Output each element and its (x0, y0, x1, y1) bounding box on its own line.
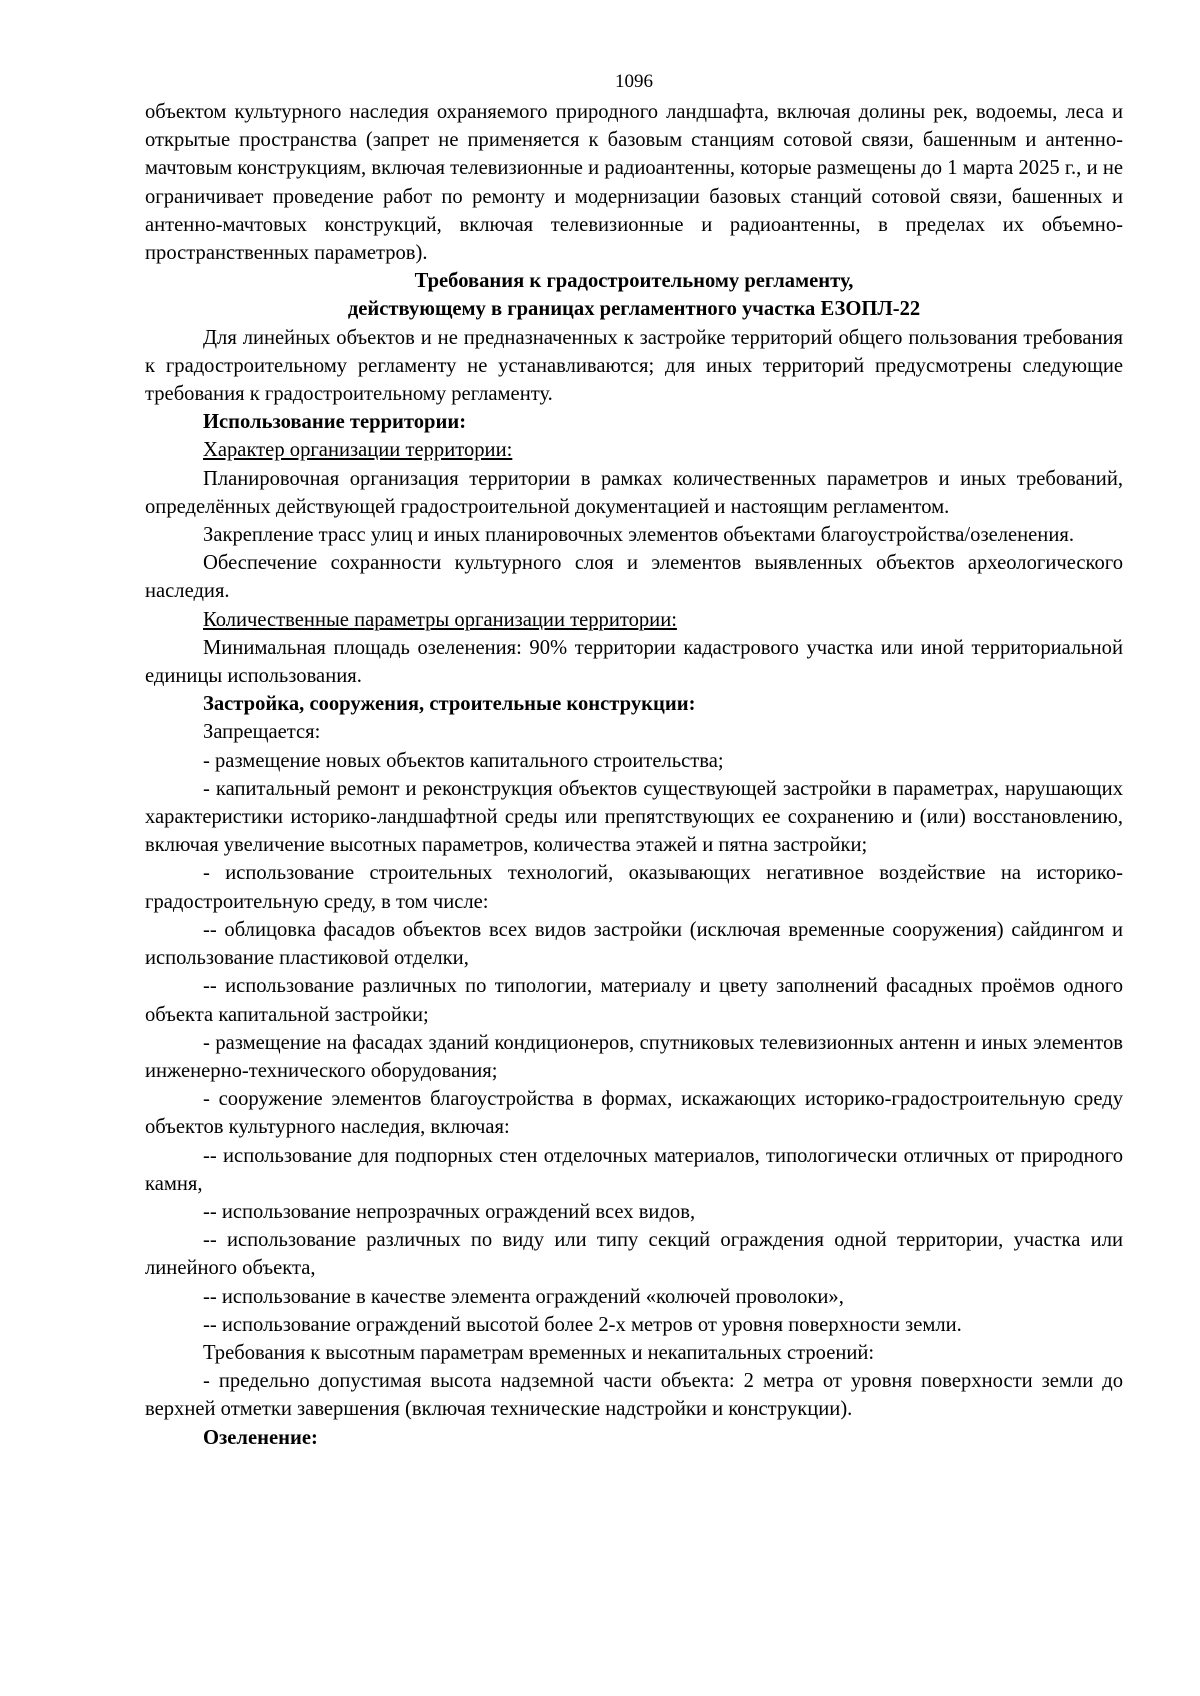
sublist-item-fence-height: -- использование ограждений высотой более 2-х метров от уровня поверхности земли. (203, 1313, 962, 1336)
underlined-label: Количественные параметры организации территории: (203, 608, 677, 631)
paragraph-cultural-layer: Обеспечение сохранности культурного слоя и элементов выявленных объектов археологического наследия. (145, 552, 1123, 603)
underlined-label: Характер организации территории: (203, 439, 513, 462)
subheading-construction: Застройка, сооружения, строительные конструкции: (203, 693, 696, 716)
paragraph-height-requirements: Требования к высотным параметрам временных и некапитальных строений: (203, 1341, 875, 1364)
paragraph-greening-area: Минимальная площадь озеленения: 90% территории кадастрового участка или иной территориальной единицы использования. (145, 636, 1123, 688)
paragraph-prohibited: Запрещается: (203, 721, 321, 744)
list-item-air-conditioners: - размещение на фасадах зданий кондиционеров, спутниковых телевизионных антенн и иных элементов инженерно-технического оборудования; (145, 1031, 1123, 1082)
subheading-organization-character (145, 436, 1123, 464)
list-item-capital-repair: - капитальный ремонт и реконструкция объектов существующей застройки в параметрах, нарушающих характеристики историко-ландшафтной среды или препятствующих ее сохранению и (или) восстановлению, включая увеличение высотных параметров, количества этажей и пятна застройки; (145, 777, 1123, 857)
document-page (145, 68, 1123, 1452)
list-item-landscaping-elements: - сооружение элементов благоустройства в формах, искажающих историко-градостроительную среду объектов культурного наследия, включая: (145, 1088, 1123, 1139)
subheading-territory-use: Использование территории: (203, 411, 467, 434)
section-heading-line-2: действующему в границах регламентного участка ЕЗОПЛ-22 (347, 298, 921, 321)
page-number: 1096 (615, 71, 653, 92)
sublist-item-facade-openings: -- использование различных по типологии, материалу и цвету заполнений фасадных проёмов одного объекта капитальной застройки; (145, 975, 1123, 1026)
list-item-max-height: - предельно допустимая высота надземной части объекта: 2 метра от уровня поверхности земли до верхней отметки завершения (включая технические надстройки и конструкции). (145, 1370, 1123, 1421)
sublist-item-barbed-wire: -- использование в качестве элемента ограждений «колючей проволоки», (203, 1285, 844, 1308)
subheading-quantitative-parameters (145, 606, 1123, 634)
paragraph-linear-objects: Для линейных объектов и не предназначенных к застройке территорий общего пользования требования к градостроительному регламенту не устанавливаются; для иных территорий предусмотрены следующие требования к градостроительному регламенту. (145, 326, 1123, 406)
section-heading-line-1: Требования к градостроительному регламенту, (414, 270, 854, 293)
paragraph-planning-organization: Планировочная организация территории в рамках количественных параметров и иных требований, определённых действующей градостроительной документацией и настоящим регламентом. (145, 467, 1123, 518)
sublist-item-opaque-fences: -- использование непрозрачных ограждений всех видов, (203, 1200, 696, 1223)
paragraph-heritage-landscape: объектом культурного наследия охраняемого природного ландшафта, включая долины рек, водоемы, леса и открытые пространства (запрет не применяется к базовым станциям сотовой связи, башенным и антенно-мачтовым конструкциям, включая телевизионные и радиоантенны, которые размещены до 1 марта 2025 г., и не ограничивает проведение работ по ремонту и модернизации базовых станций сотовой связи, башенных и антенно-мачтовых конструкций, включая телевизионные и радиоантенны, в пределах их объемно-пространственных параметров). (145, 101, 1123, 265)
sublist-item-retaining-walls: -- использование для подпорных стен отделочных материалов, типологически отличных от природного камня, (145, 1144, 1123, 1195)
sublist-item-facade-siding: -- облицовка фасадов объектов всех видов застройки (исключая временные сооружения) сайдингом и использование пластиковой отделки, (145, 918, 1123, 970)
list-item-construction-technologies: - использование строительных технологий, оказывающих негативное воздействие на историко-градостроительную среду, в том числе: (145, 862, 1123, 913)
paragraph-street-routes: Закрепление трасс улиц и иных планировочных элементов объектами благоустройства/озеленения. (203, 524, 1074, 547)
list-item-new-objects: - размещение новых объектов капитального строительства; (203, 749, 724, 772)
sublist-item-fence-sections: -- использование различных по виду или типу секций ограждения одной территории, участка или линейного объекта, (145, 1229, 1123, 1280)
subheading-greening: Озеленение: (203, 1426, 318, 1449)
